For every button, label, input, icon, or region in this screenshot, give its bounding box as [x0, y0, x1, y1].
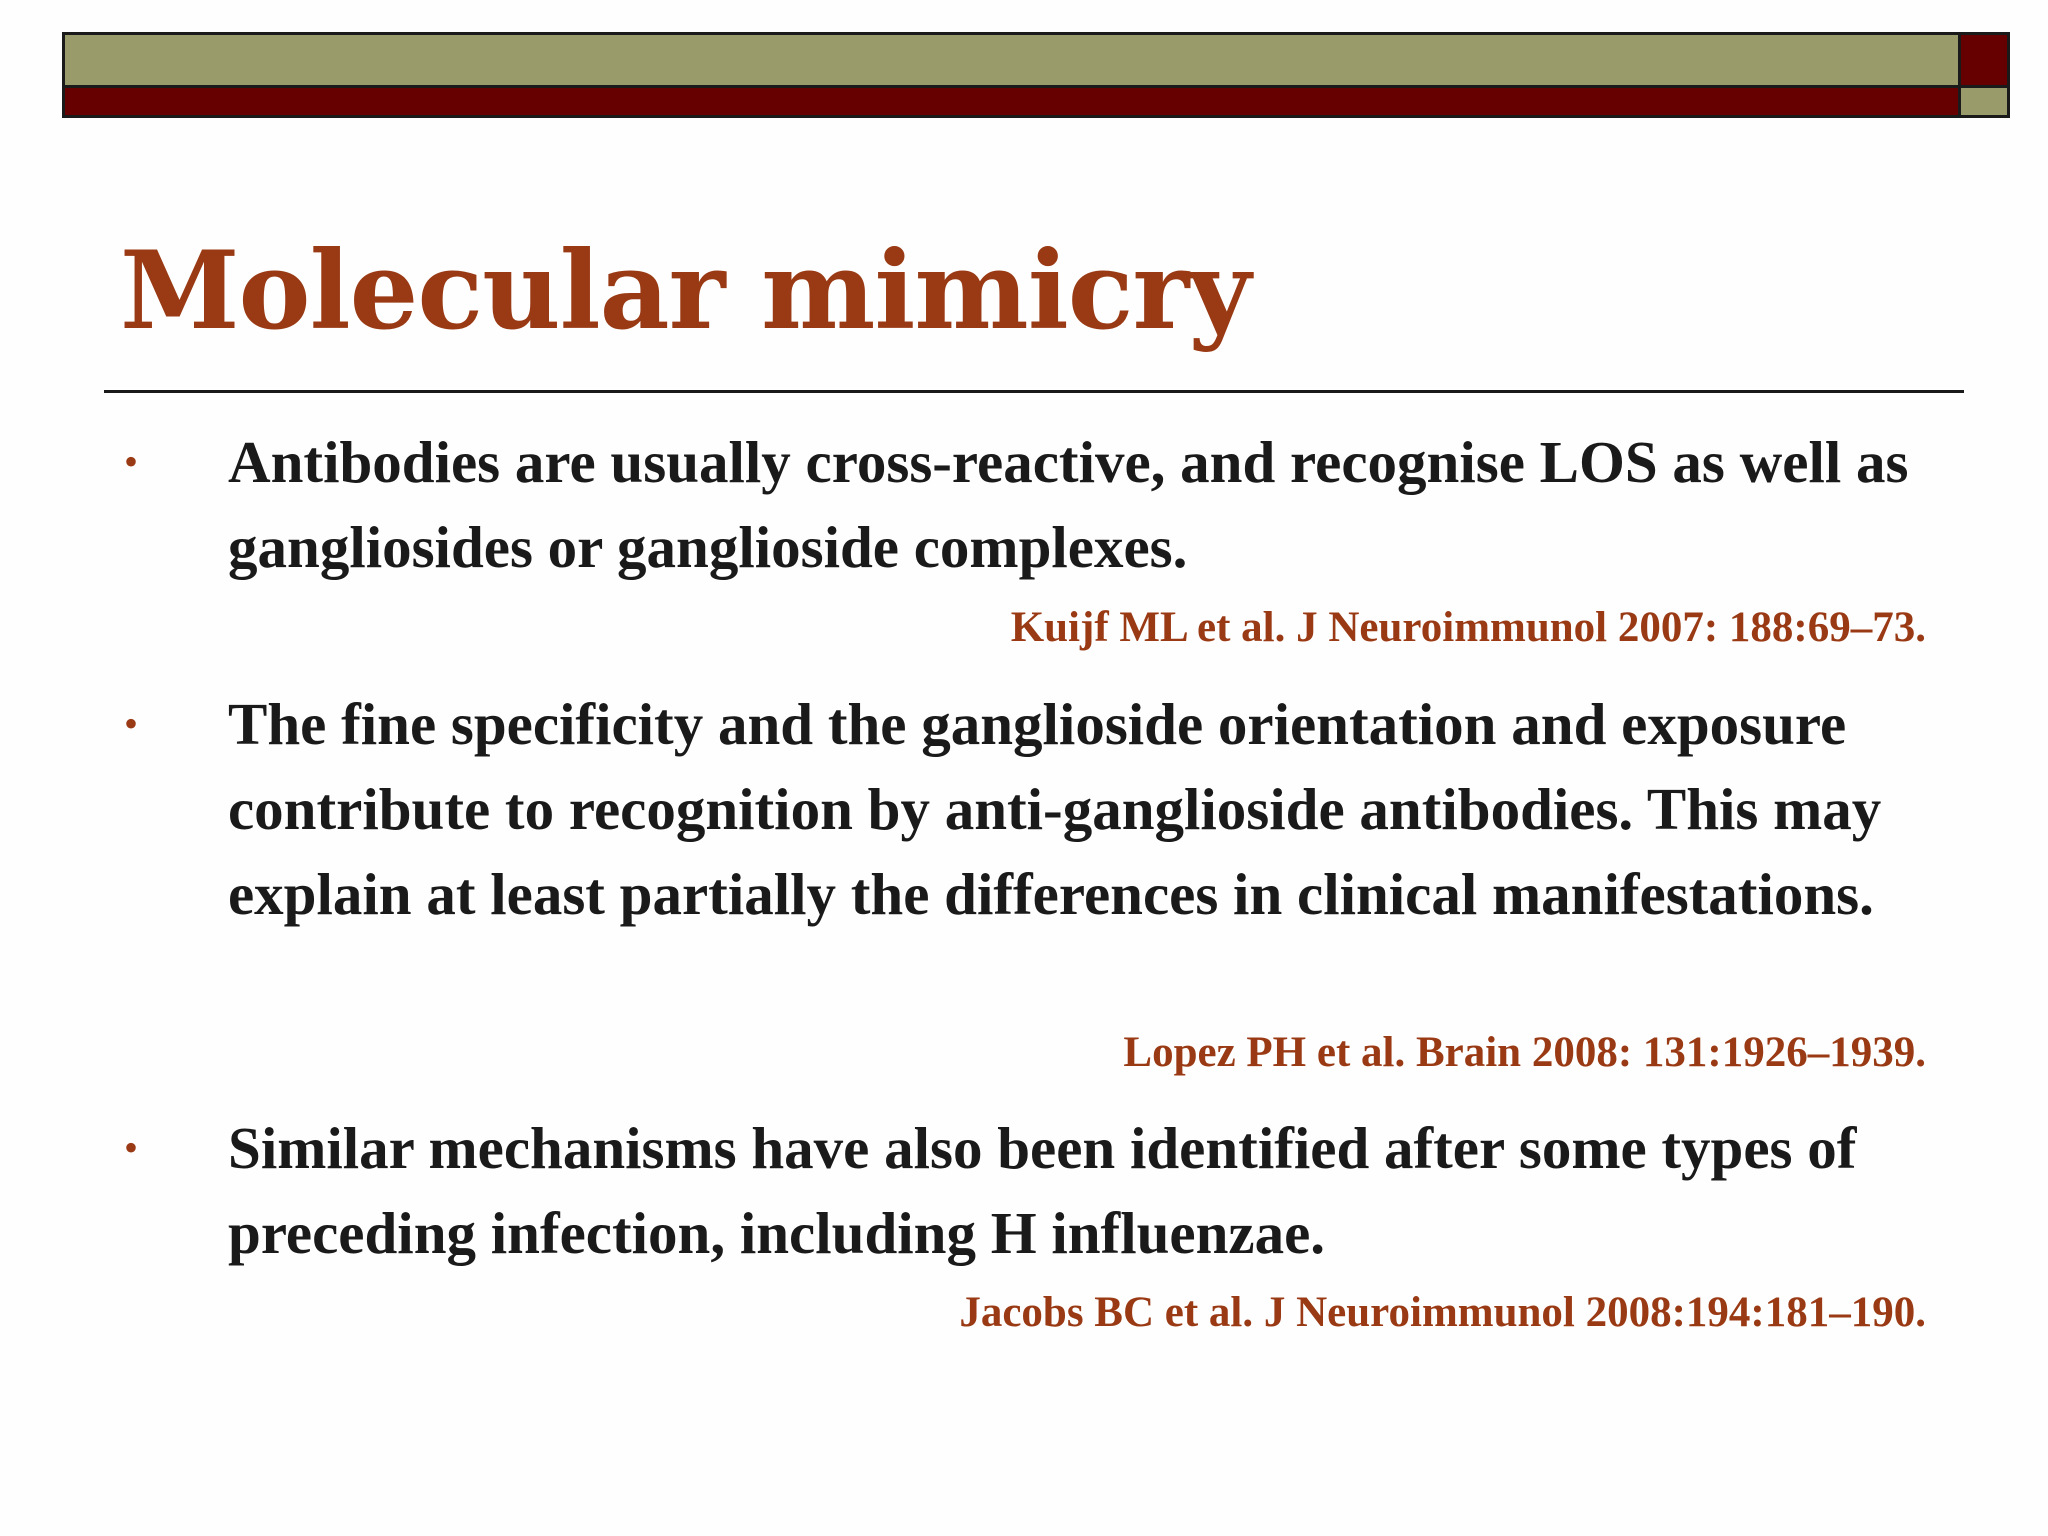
- header-olive-bar: [62, 32, 1962, 87]
- header-olive-square: [1958, 85, 2010, 118]
- bullet-2-text: The fine specificity and the ganglioside orientation and exposure contribute to recognition by anti-ganglioside antibodies. This may explain at least partially the differences in clinical manifestations.: [228, 691, 1882, 927]
- bullet-marker: •: [124, 1125, 139, 1170]
- bullet-marker: •: [124, 701, 139, 746]
- bullet-3-citation: Jacobs BC et al. J Neuroimmunol 2008:194:181–190.: [959, 1289, 1926, 1336]
- slide-title: Molecular mimicry: [120, 228, 1251, 354]
- bullet-3-text: Similar mechanisms have also been identified after some types of preceding infection, including H influenzae.: [228, 1115, 1857, 1266]
- header-red-square: [1958, 32, 2010, 87]
- bullet-1-citation: Kuijf ML et al. J Neuroimmunol 2007: 188:69–73.: [1010, 604, 1926, 651]
- bullet-2-citation: Lopez PH et al. Brain 2008: 131:1926–1939.: [1123, 1029, 1926, 1076]
- bullet-1-text: Antibodies are usually cross-reactive, and recognise LOS as well as gangliosides or ganglioside complexes.: [228, 429, 1909, 580]
- bullet-marker: •: [124, 439, 139, 484]
- title-divider: [104, 390, 1964, 393]
- header-red-bar: [62, 85, 1962, 118]
